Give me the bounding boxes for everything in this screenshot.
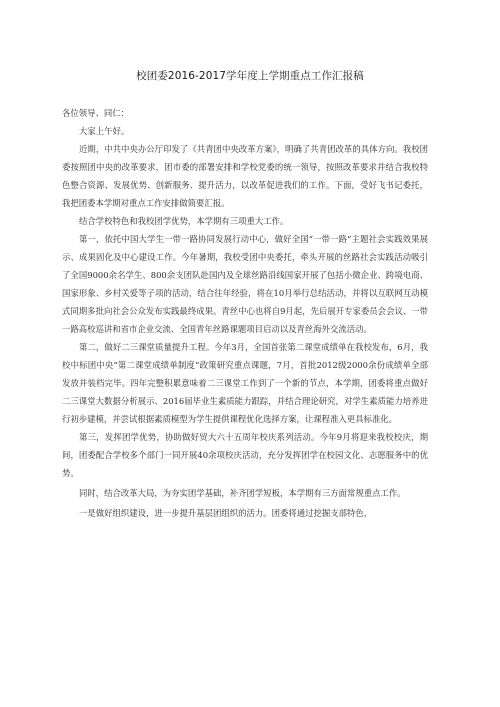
document-title: 校团委2016-2017学年度上学期重点工作汇报稿 [136,70,364,82]
paragraph-overview: 结合学校特色和我校团学优势，本学期有三项重大工作。 [79,216,289,226]
salutation: 各位领导、同仁： [62,108,129,118]
document-body [62,104,428,522]
paragraph-first-task: 第一，依托中国大学生一带一路协同发展行动中心，做好全国“一带一路”主题社会实践效果展示、成果固化及中心建设工作。今年暑期，我校受团中央委托，牵头开展的丝路社会实践活动吸引了全国9000余名学生、800余支团队赴国内及全球丝路沿线国家开展了包括小微企业、跨境电商、国家形象、乡村关爱等子项的活动，结合往年经验，将在10月举行总结活动，并将以互联网互动模式同期多批向社会公众发布实践最终成果。青丝中心也将自9月起，先后展开专家委员会会议、一带一路高校巡讲和省市企业交流、全国青年丝路课题项目启动以及青丝海外交流活动。 [62,234,428,334]
paragraph-routine-intro: 同时，结合改革大局，为夯实团学基础，补齐团学短板，本学期有三方面常规重点工作。 [79,488,406,498]
paragraph-organization: 一是做好组织建设，进一步提升基层团组织的活力。团委将通过挖掘支部特色， [79,508,373,518]
greeting: 大家上午好。 [79,126,130,136]
paragraph-second-task: 第二，做好二三课堂质量提升工程。今年3月，全国首张第二课堂成绩单在我校发布，6月，我校中标团中央“第二课堂成绩单制度”政策研究重点课题，7月，首批2012级2000余份成绩单全部发放并装档完毕。四年完整积累意味着二三课堂工作到了一个新的节点，本学期，团委将重点做好二三课堂大数据分析展示、2016届毕业生素质能力跟踪，并结合理论研究，对学生素质能力培养进行初步建模，并尝试根据素质模型为学生提供课程优化选择方案，让课程准入更具标准化。 [62,342,428,424]
paragraph-third-task: 第三，发挥团学优势，协助做好贸大六十五周年校庆系列活动。今年9月将迎来我校校庆，期间，团委配合学校多个部门一同开展40余项校庆活动，充分发挥团学在校园文化、志愿服务中的优势。 [62,432,428,478]
paragraph-intro: 近期，中共中央办公厅印发了《共青团中央改革方案》，明确了共青团改革的具体方向。我校团委按照团中央的改革要求，团市委的部署安排和学校党委的统一领导，按照改革要求并结合我校特色整合资源、发展优势、创新服务、提升活力，以改革促进我们的工作。下面，受好飞书记委托，我把团委本学期对重点工作安排做简要汇报。 [62,144,428,208]
